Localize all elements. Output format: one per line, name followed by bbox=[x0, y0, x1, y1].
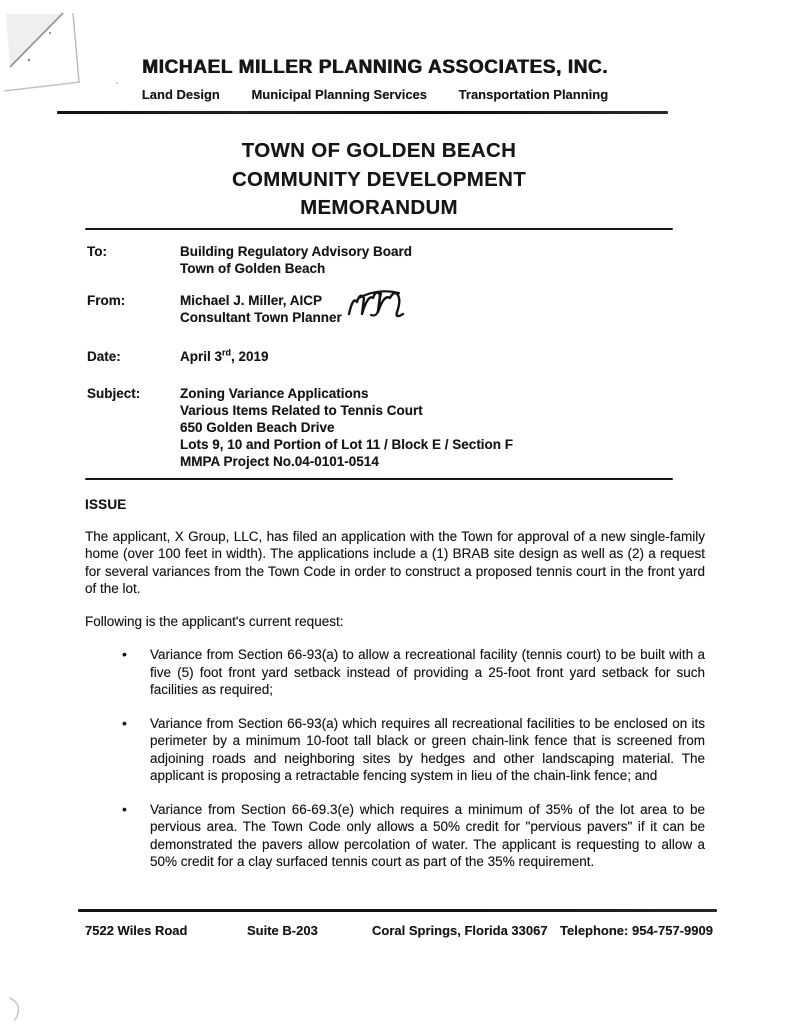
service-land-design: Land Design bbox=[141, 87, 220, 102]
letterhead-divider bbox=[57, 111, 668, 114]
service-transportation-planning: Transportation Planning bbox=[458, 87, 609, 102]
scan-mark bbox=[4, 996, 44, 1024]
subject-line-project: MMPA Project No.04-0101-0514 bbox=[180, 454, 379, 469]
issue-paragraph: The applicant, X Group, LLC, has filed an application with the Town for approval of a new single-family home (over 100 feet in width). The applications include a (1) BRAB site design as well as (2) a request for several variances from the Town Code in order to construct a proposed tennis court in the front yard of the lot. bbox=[85, 528, 705, 596]
variance-fence: Variance from Section 66-93(a) which requires all recreational facilities to be enclosed on its perimeter by a minimum 10-foot tall black or green chain-link fence that is screened from adjoining roads and neighboring sites by hedges and other landscaping material. The applicant is proposing a retractable fencing system in lieu of the chain-link fence; and bbox=[150, 715, 705, 783]
list-item bbox=[122, 714, 705, 785]
title-line-memorandum: MEMORANDUM bbox=[300, 196, 458, 219]
footer-divider bbox=[78, 909, 717, 912]
subject-line-lots: Lots 9, 10 and Portion of Lot 11 / Block E / Section F bbox=[180, 437, 514, 452]
to-label: To: bbox=[87, 244, 107, 259]
title-line-department: COMMUNITY DEVELOPMENT bbox=[231, 167, 527, 191]
list-item bbox=[122, 800, 705, 871]
footer-address: 7522 Wiles Road bbox=[85, 923, 188, 938]
letterhead-services bbox=[65, 87, 685, 102]
footer-city-state-zip: Coral Springs, Florida 33067 bbox=[372, 923, 548, 938]
to-line-board: Building Regulatory Advisory Board bbox=[180, 244, 413, 259]
date-label: Date: bbox=[87, 349, 121, 364]
subject-line-applications: Zoning Variance Applications bbox=[180, 386, 369, 401]
variance-setback: Variance from Section 66-93(a) to allow a recreational facility (tennis court) to be built with a five (5) foot front yard setback instead of providing a 25-foot front yard setback for such facilities as required; bbox=[150, 647, 705, 697]
subject-line-address: 650 Golden Beach Drive bbox=[180, 420, 335, 435]
subject-label: Subject: bbox=[87, 386, 141, 401]
title-divider bbox=[85, 228, 673, 230]
variance-pervious-area: Variance from Section 66-69.3(e) which requires a minimum of 35% of the lot area to be pervious area. The Town Code only allows a 50% credit for "pervious pavers" if it can be demonstrated the pavers allow percolation of water. The applicant is requesting to allow a 50% credit for a clay surfaced tennis court as part of the 35% requirement. bbox=[150, 801, 705, 869]
memo-title bbox=[85, 137, 673, 223]
bullet-icon: • bbox=[122, 714, 127, 731]
request-intro: Following is the applicant's current request: bbox=[85, 613, 344, 629]
bullet-icon: • bbox=[122, 646, 127, 662]
from-line-role: Consultant Town Planner bbox=[180, 310, 342, 325]
subject-value bbox=[180, 385, 700, 470]
variance-request-list bbox=[85, 646, 705, 871]
title-line-town: TOWN OF GOLDEN BEACH bbox=[241, 139, 517, 162]
company-name: MICHAEL MILLER PLANNING ASSOCIATES, INC. bbox=[142, 57, 608, 78]
footer-phone: Telephone: 954-757-9909 bbox=[560, 923, 713, 938]
date-year: , 2019 bbox=[231, 349, 269, 364]
list-item bbox=[122, 646, 705, 699]
to-line-town: Town of Golden Beach bbox=[180, 261, 326, 276]
bullet-icon: • bbox=[122, 800, 127, 817]
issue-divider bbox=[85, 478, 673, 480]
to-value bbox=[180, 243, 700, 277]
service-municipal-planning: Municipal Planning Services bbox=[251, 87, 428, 102]
signature-scribble bbox=[345, 284, 441, 324]
date-value bbox=[180, 348, 700, 365]
from-label: From: bbox=[87, 293, 126, 308]
issue-section bbox=[85, 496, 705, 887]
from-line-name: Michael J. Miller, AICP bbox=[180, 293, 323, 308]
issue-heading: ISSUE bbox=[85, 497, 127, 512]
subject-line-items: Various Items Related to Tennis Court bbox=[180, 403, 423, 418]
date-day: April 3 bbox=[180, 349, 223, 364]
date-ordinal: rd bbox=[222, 347, 232, 358]
footer-suite: Suite B-203 bbox=[247, 923, 318, 938]
